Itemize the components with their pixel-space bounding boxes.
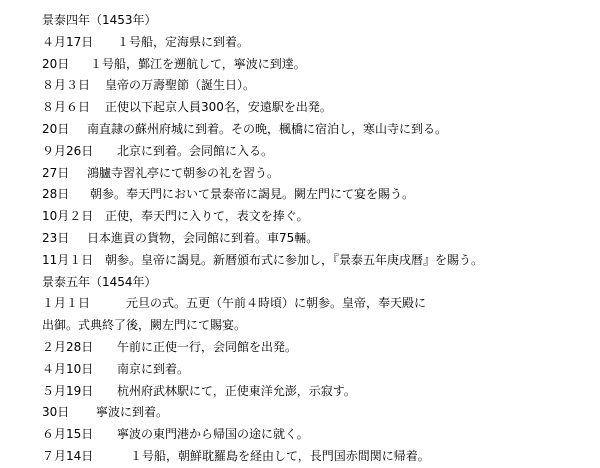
document-body <box>42 10 592 468</box>
entry-text: １号船，鄞江を遡航して，寧波に到達。 <box>90 56 306 71</box>
entry-date: 20日 <box>42 56 70 71</box>
entry-date: ８月３日 <box>42 78 91 93</box>
entry-line <box>42 293 592 315</box>
entry-text: １号船，定海県に到着。 <box>117 34 250 49</box>
entry-text: 寧波に到着。 <box>96 405 169 420</box>
entry-text: 朝参。皇帝に謁見。新暦頒布式に参加し，『景泰五年庚戌暦』を賜う。 <box>105 252 484 267</box>
entry-line <box>42 32 592 54</box>
entry-line <box>42 250 592 272</box>
entry-date: ７月14日 <box>42 448 94 463</box>
entry-date: 20日 <box>42 121 70 136</box>
entry-line <box>42 206 592 228</box>
entry-date: ２月28日 <box>42 339 94 354</box>
entry-text: 南京に到着。 <box>117 361 190 376</box>
entry-line <box>42 163 592 185</box>
entry-text: 北京に到着。会同館に入る。 <box>117 143 274 158</box>
entry-date: 23日 <box>42 230 70 245</box>
entry-date: 30日 <box>42 405 70 420</box>
entry-line <box>42 97 592 119</box>
entry-line <box>42 54 592 76</box>
entry-text: 鴻臚寺習礼亭にて朝参の礼を習う。 <box>87 165 280 180</box>
entry-line <box>42 381 592 403</box>
entry-date: １月１日 <box>42 296 91 311</box>
entry-date: ８月６日 <box>42 100 91 115</box>
entry-date: ９月26日 <box>42 143 94 158</box>
entry-text: 正使，奉天門に入りて，表文を捧ぐ。 <box>105 209 309 224</box>
entry-text: 日本進貢の貨物，会同館に到着。車75輛。 <box>87 230 319 245</box>
section-header-1454: 景泰五年（1454年） <box>42 274 157 289</box>
entry-date: ４月10日 <box>42 361 94 376</box>
entry-line <box>42 184 592 206</box>
entry-line-continuation <box>42 315 592 337</box>
entry-line <box>42 424 592 446</box>
entry-line <box>42 228 592 250</box>
entry-line <box>42 119 592 141</box>
entry-date: 10月２日 <box>42 209 94 224</box>
entry-line <box>42 359 592 381</box>
entry-text: １号船，朝鮮耽羅島を経由して，長門国赤間関に帰着。 <box>130 448 430 463</box>
entry-text: 寧波の東門港から帰国の途に就く。 <box>117 427 309 442</box>
entry-date: 28日 <box>42 187 70 202</box>
entry-text-continuation: 出御。式典終了後，闕左門にて賜宴。 <box>42 318 247 333</box>
entry-date: 11月１日 <box>42 252 94 267</box>
entry-line <box>42 75 592 97</box>
entry-line <box>42 446 592 468</box>
entry-text: 南直隷の蘇州府城に到着。その晩，楓橋に宿泊し，寒山寺に到る。 <box>87 121 448 136</box>
entry-text: 正使以下起京人員300名，安遠駅を出発。 <box>105 100 332 115</box>
section-header-1453: 景泰四年（1453年） <box>42 13 157 27</box>
entry-text: 元旦の式。五更（午前４時頃）に朝参。皇帝，奉天殿に <box>126 296 427 311</box>
entry-text: 皇帝の万壽聖節（誕生日）。 <box>105 78 256 93</box>
entry-line <box>42 337 592 359</box>
entry-line <box>42 402 592 424</box>
entry-date: ５月19日 <box>42 383 94 398</box>
entry-text: 午前に正使一行，会同館を出発。 <box>117 339 298 354</box>
entry-line <box>42 141 592 163</box>
entry-text: 杭州府武林駅にて，正使東洋允澎，示寂す。 <box>117 383 356 398</box>
entry-date: 27日 <box>42 165 70 180</box>
entry-date: ４月17日 <box>42 34 94 49</box>
entry-text: 朝参。奉天門において景泰帝に謁見。闕左門にて宴を賜う。 <box>90 187 415 202</box>
entry-date: ６月15日 <box>42 427 94 442</box>
